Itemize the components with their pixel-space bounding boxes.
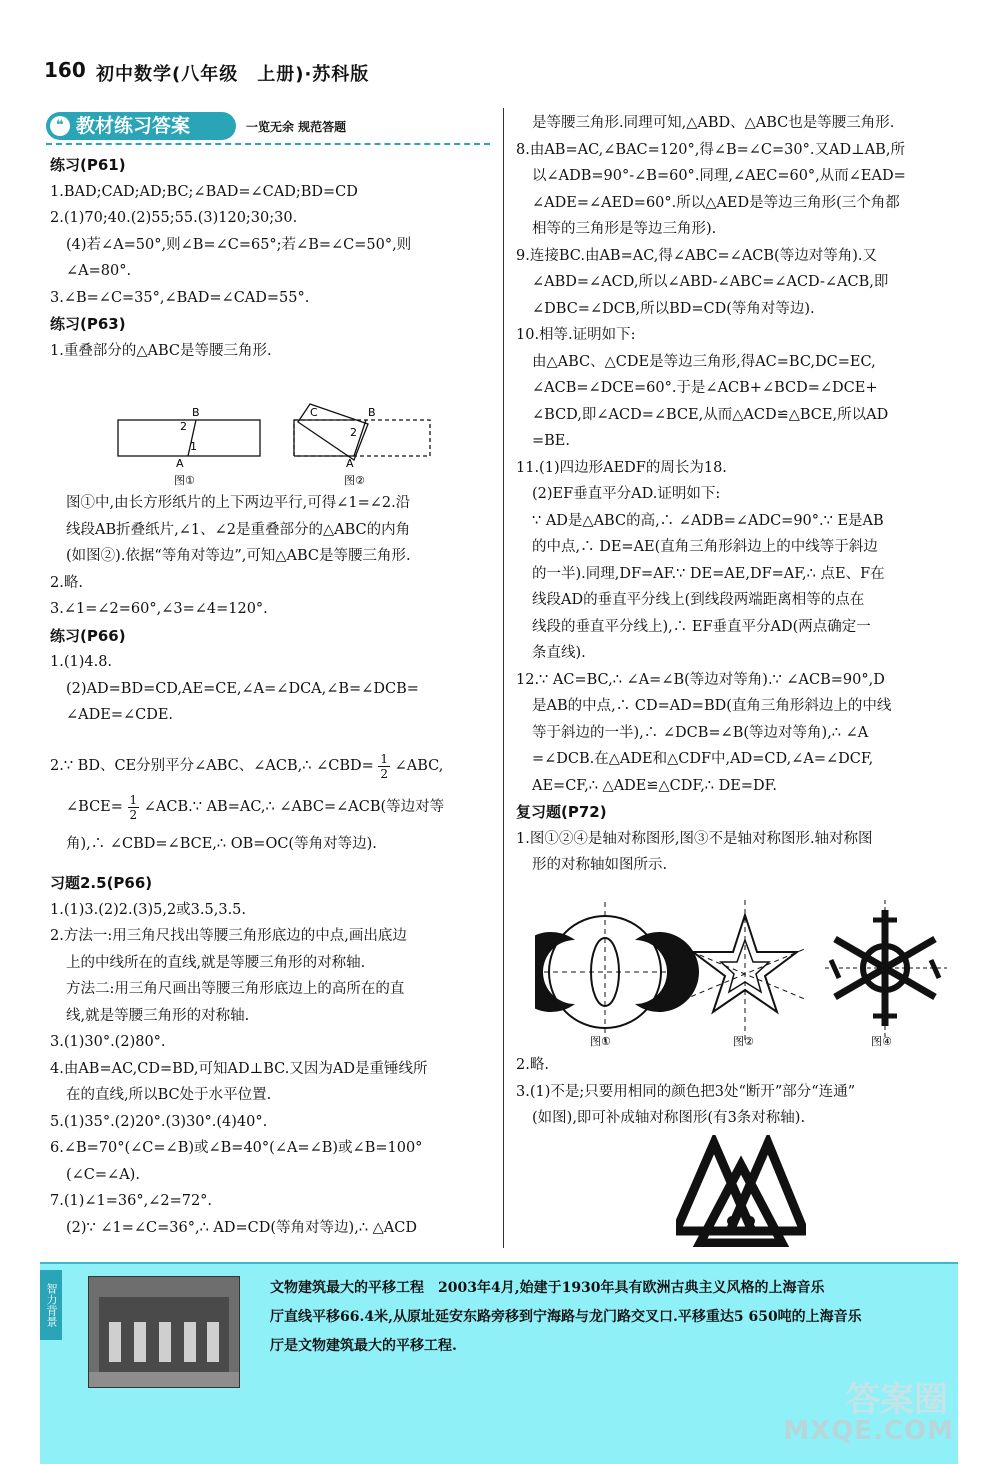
q2-line1-b: ∠ABC, bbox=[394, 758, 444, 774]
banner-divider bbox=[46, 143, 490, 145]
answer-line: 3.(1)不是;只要用相同的颜色把3处“断开”部分“连通” bbox=[516, 1083, 856, 1100]
answer-line: =BE. bbox=[532, 433, 570, 449]
answer-line: 以∠ADB=90°-∠B=60°.同理,∠AEC=60°,从而∠EAD= bbox=[532, 168, 906, 184]
answer-line: 等于斜边的一半),∴ ∠DCB=∠B(等边对等角),∴ ∠A bbox=[532, 724, 869, 741]
q2-line1-a: 2.∵ BD、CE分别平分∠ABC、∠ACB,∴ ∠CBD= bbox=[50, 758, 374, 774]
answer-line: ∠A=80°. bbox=[66, 263, 132, 279]
banner-subtitle: 一览无余 规范答题 bbox=[246, 120, 347, 134]
right-column-block-2 bbox=[516, 1052, 956, 1132]
answer-line: 2.略. bbox=[50, 574, 83, 591]
footer-tab: 智力背景 bbox=[40, 1270, 62, 1340]
answer-line: 1.图①②④是轴对称图形,图③不是轴对称图形.轴对称图 bbox=[516, 830, 873, 847]
fold-figures bbox=[110, 400, 450, 490]
answer-line: 5.(1)35°.(2)20°.(3)30°.(4)40°. bbox=[50, 1113, 268, 1130]
footer-heading: 文物建筑最大的平移工程 bbox=[270, 1280, 424, 1296]
answer-line: (∠C=∠A). bbox=[66, 1166, 140, 1183]
answer-line: 3.(1)30°.(2)80°. bbox=[50, 1034, 166, 1050]
answer-line: 11.(1)四边形AEDF的周长为18. bbox=[516, 459, 727, 476]
answer-line: 在的直线,所以BC处于水平位置. bbox=[66, 1087, 272, 1103]
answer-line: (如图),即可补成轴对称图形(有3条对称轴). bbox=[532, 1110, 806, 1126]
answer-line: 3.∠B=∠C=35°,∠BAD=∠CAD=55°. bbox=[50, 289, 310, 306]
footer-text-3: 厅是文物建筑最大的平移工程. bbox=[270, 1338, 457, 1354]
section-heading: 习题2.5(P66) bbox=[50, 874, 153, 892]
answer-line: 线,就是等腰三角形的对称轴. bbox=[66, 1007, 250, 1024]
answer-line: ∠DBC=∠DCB,所以BD=CD(等角对等边). bbox=[532, 300, 815, 317]
right-column-block-1 bbox=[516, 110, 956, 879]
column-divider bbox=[503, 108, 504, 1248]
answer-line: 线段AD的垂直平分线上(到线段两端距离相等的点在 bbox=[532, 592, 865, 608]
book-title: 初中数学(八年级 上册)·苏科版 bbox=[96, 64, 370, 85]
fig1-caption: 图① bbox=[174, 474, 195, 487]
left-column-block-1 bbox=[50, 152, 495, 364]
section-heading: 练习(P63) bbox=[50, 315, 126, 333]
symmetry-figures bbox=[535, 900, 955, 1060]
fig2-sym-caption: 图② bbox=[733, 1035, 754, 1048]
speech-bubble-icon: ❝ bbox=[50, 116, 70, 136]
fig2-caption: 图② bbox=[344, 474, 365, 487]
answer-line: 是等腰三角形.同理可知,△ABD、△ABC也是等腰三角形. bbox=[532, 115, 895, 131]
answer-line: 的一半).同理,DF=AF.∵ DE=AE,DF=AF,∴ 点E、F在 bbox=[532, 565, 885, 582]
folded-strip bbox=[298, 404, 368, 460]
answer-line: 上的中线所在的直线,就是等腰三角形的对称轴. bbox=[66, 954, 366, 971]
section-heading: 复习题(P72) bbox=[516, 803, 607, 821]
fraction-half-2: $\frac{1}{2}$ bbox=[129, 792, 138, 822]
answer-line: (2)∵ ∠1=∠C=36°,∴ AD=CD(等角对等边),∴ △ACD bbox=[66, 1219, 418, 1236]
answer-line: 方法二:用三角尺画出等腰三角形底边上的高所在的直 bbox=[66, 981, 405, 997]
answer-line: 3.∠1=∠2=60°,∠3=∠4=120°. bbox=[50, 601, 268, 617]
answer-line: 相等的三角形是等边三角形). bbox=[532, 221, 717, 237]
answer-line: 是AB的中点,∴ CD=AD=BD(直角三角形斜边上的中线 bbox=[532, 698, 892, 714]
q2-line2-b: ∠ACB.∵ AB=AC,∴ ∠ABC=∠ACB(等边对等 bbox=[143, 799, 445, 815]
answer-line: 10.相等.证明如下: bbox=[516, 327, 636, 343]
answer-line: 条直线). bbox=[532, 645, 586, 661]
left-column-block-4 bbox=[50, 870, 495, 1241]
answer-line: 形的对称轴如图所示. bbox=[532, 857, 668, 873]
answer-line: 6.∠B=70°(∠C=∠B)或∠B=40°(∠A=∠B)或∠B=100° bbox=[50, 1140, 423, 1156]
label-b-2: B bbox=[368, 406, 376, 419]
answer-line: 1.(1)4.8. bbox=[50, 654, 113, 670]
answer-line: 1.BAD;CAD;AD;BC;∠BAD=∠CAD;BD=CD bbox=[50, 183, 358, 200]
fig1-sym-caption: 图① bbox=[590, 1035, 611, 1048]
concert-hall-photo bbox=[88, 1276, 240, 1388]
answer-line: 9.连接BC.由AB=AC,得∠ABC=∠ACB(等边对等角).又 bbox=[516, 247, 877, 264]
label-c-2: C bbox=[310, 406, 318, 419]
fig1-circles-shape bbox=[535, 902, 699, 1042]
left-column-block-2 bbox=[50, 490, 495, 729]
answer-line: 4.由AB=AC,CD=BD,可知AD⊥BC.又因为AD是重锤线所 bbox=[50, 1060, 428, 1077]
answer-line: (4)若∠A=50°,则∠B=∠C=65°;若∠B=∠C=50°,则 bbox=[66, 236, 412, 253]
answer-line: (如图②).依据“等角对等边”,可知△ABC是等腰三角形. bbox=[66, 548, 411, 564]
watermark-logo: 答案圈 bbox=[846, 1380, 948, 1420]
answer-line: AE=CF,∴ △ADE≌△CDF,∴ DE=DF. bbox=[532, 777, 778, 794]
answer-line: 1.(1)3.(2)2.(3)5,2或3.5,3.5. bbox=[50, 901, 247, 918]
answer-line: ∠BCD,即∠ACD=∠BCE,从而△ACD≌△BCE,所以AD bbox=[532, 406, 889, 423]
label-2-1: 2 bbox=[180, 420, 187, 433]
section-banner: 教材练习答案 bbox=[46, 112, 236, 140]
answer-line: (2)AD=BD=CD,AE=CE,∠A=∠DCA,∠B=∠DCB= bbox=[66, 680, 419, 697]
label-a-1: A bbox=[176, 457, 184, 470]
answer-line: ∠ABD=∠ACD,所以∠ABD-∠ABC=∠ACD-∠ACB,即 bbox=[532, 274, 889, 290]
answer-line: ∵ AD是△ABC的高,∴ ∠ADB=∠ADC=90°.∵ E是AB bbox=[532, 512, 884, 529]
label-2-2: 2 bbox=[350, 426, 357, 439]
label-1-1: 1 bbox=[190, 440, 197, 453]
answer-line: 8.由AB=AC,∠BAC=120°,得∠B=∠C=30°.又AD⊥AB,所 bbox=[516, 141, 905, 158]
triangle-knot-figure bbox=[676, 1135, 806, 1247]
answer-line: 2.方法一:用三角尺找出等腰三角形底边的中点,画出底边 bbox=[50, 928, 407, 944]
section-heading: 练习(P66) bbox=[50, 626, 126, 645]
answer-line: 12.∵ AC=BC,∴ ∠A=∠B(等边对等角).∵ ∠ACB=90°,D bbox=[516, 671, 885, 688]
section-heading: 练习(P61) bbox=[50, 156, 126, 174]
label-b-1: B bbox=[192, 406, 200, 419]
answer-line: 1.重叠部分的△ABC是等腰三角形. bbox=[50, 342, 272, 359]
answer-line: ∠ADE=∠CDE. bbox=[66, 707, 174, 723]
answer-line: 线段的垂直平分线上),∴ EF垂直平分AD(两点确定一 bbox=[532, 618, 871, 635]
fig4-sym-caption: 图④ bbox=[871, 1035, 892, 1048]
fraction-half-1: $\frac{1}{2}$ bbox=[380, 751, 389, 781]
footer-story bbox=[270, 1274, 940, 1361]
answer-line: (2)EF垂直平分AD.证明如下: bbox=[532, 486, 721, 502]
answer-line: =∠DCB.在△ADE和△CDF中,AD=CD,∠A=∠DCF, bbox=[532, 751, 874, 767]
fig4-snowflake-shape bbox=[825, 900, 947, 1038]
answer-line: 7.(1)∠1=36°,∠2=72°. bbox=[50, 1193, 213, 1209]
watermark-url: MXQE.COM bbox=[783, 1416, 954, 1446]
answer-line: 的中点,∴ DE=AE(直角三角形斜边上的中线等于斜边 bbox=[532, 539, 878, 555]
answer-line: 图①中,由长方形纸片的上下两边平行,可得∠1=∠2.沿 bbox=[66, 495, 411, 511]
page-number: 160 bbox=[44, 58, 86, 82]
q2-line2-a: ∠BCE= bbox=[66, 799, 123, 815]
answer-line: ∠ACB=∠DCE=60°.于是∠ACB+∠BCD=∠DCE+ bbox=[532, 380, 878, 396]
fig2-star-shape bbox=[683, 900, 807, 1040]
answer-line: 2.略. bbox=[516, 1057, 549, 1073]
q2-line3: 角),∴ ∠CBD=∠BCE,∴ OB=OC(等角对等边). bbox=[66, 836, 377, 852]
left-column-fraction-block bbox=[50, 748, 495, 858]
answer-line: ∠ADE=∠AED=60°.所以△AED是等边三角形(三个角都 bbox=[532, 194, 900, 211]
footer-text-2: 厅直线平移66.4米,从原址延安东路旁移到宁海路与龙门路交叉口.平移重达5 650吨的上海音乐 bbox=[270, 1309, 862, 1325]
answer-line: 2.(1)70;40.(2)55;55.(3)120;30;30. bbox=[50, 210, 298, 226]
answer-line: 由△ABC、△CDE是等边三角形,得AC=BC,DC=EC, bbox=[532, 353, 876, 370]
label-a-2: A bbox=[346, 457, 354, 470]
footer-text-1: 2003年4月,始建于1930年具有欧洲古典主义风格的上海音乐 bbox=[424, 1280, 825, 1296]
answer-line: 线段AB折叠纸片,∠1、∠2是重叠部分的△ABC的内角 bbox=[66, 521, 411, 538]
